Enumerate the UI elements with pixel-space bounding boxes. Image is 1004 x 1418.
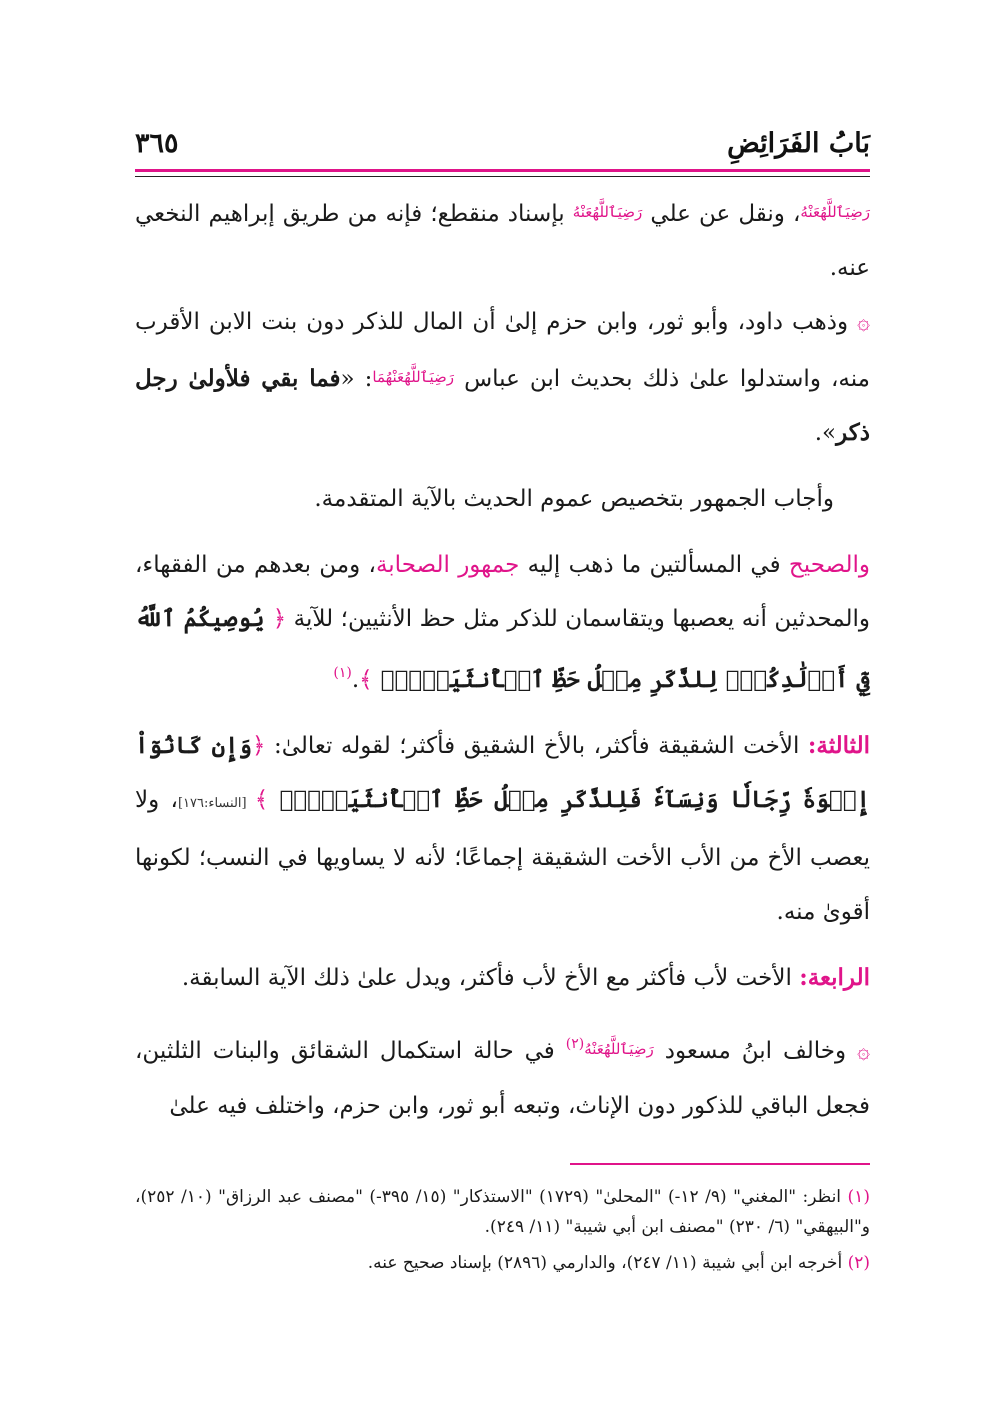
footnote-text: أخرجه ابن أبي شيبة (١١/ ٢٤٧)، والدارمي (٢٨٩٦) بإسناد صحيح عنه. [367, 1253, 848, 1273]
main-text [135, 185, 870, 1145]
paragraph-text: ». [814, 420, 837, 446]
header-rule-accent [135, 169, 870, 172]
quran-verse: يُوصِيكُمُ ٱللَّهُ فِيٓ أَوۡلَٰدِكُمۡۖ لِلذَّكَرِ مِثۡلُ حَظِّ ٱلۡأُنثَيَيۡنِۚ [135, 605, 870, 693]
footnote-reference[interactable]: (٢) [565, 1036, 585, 1052]
footnote-number: (١) [847, 1187, 870, 1207]
footnote-separator [570, 1163, 870, 1165]
case-label: الرابعة: [799, 964, 870, 991]
paragraph-6 [135, 951, 870, 1005]
paragraph-text: بإسناد منقطع؛ فإنه من طريق إبراهيم النخعي عنه. [135, 201, 870, 281]
footnote-reference[interactable]: (١) [333, 665, 352, 681]
paragraph-text: : « [340, 366, 373, 392]
quran-verse: وَإِن كَانُوٓاْ إِخۡوَةٗ رِّجَالٗا وَنِسَآءٗ فَلِلذَّكَرِ مِثۡلُ حَظِّ ٱلۡأُنثَيَيۡنِۗ [135, 732, 870, 813]
footnote-text: انظر: "المغني" (٩/ ١٢-) "المحلىٰ" (١٧٢٩) "الاستذكار" (١٥/ ٣٩٥-) "مصنف عبد الرزاق" (١٠/ ٢٥٢)، و"البيهقي" (٦/ ٢٣٠) "مصنف ابن أبي شيبة" (١١/ ٢٤٩). [135, 1187, 870, 1237]
honorific: رَضِيَٱللَّهُعَنْهُ [584, 1040, 654, 1058]
paragraph-4 [135, 538, 870, 707]
chapter-title: بَابُ الفَرَائِضِ [727, 128, 870, 159]
paragraph-text: وخالف ابنُ مسعود [653, 1038, 858, 1064]
paragraph-5 [135, 719, 870, 939]
paragraph-7 [135, 1017, 870, 1133]
paragraph-text: ، ومن بعدهم من الفقهاء، والمحدثين أنه يعصبها ويتقاسمان للذكر مثل حظ الأنثيين؛ للآية [135, 552, 870, 632]
paragraph-1 [135, 185, 870, 295]
page-header [135, 128, 870, 168]
highlight-label: جمهور الصحابة [375, 552, 520, 578]
verse-bracket-open: ﴿ [272, 606, 287, 632]
case-label: الثالثة: [807, 732, 870, 759]
paragraph-2 [135, 295, 870, 460]
honorific: رَضِيَٱللَّهُعَنْهُ [572, 203, 643, 221]
footnote-item [135, 1248, 870, 1278]
paragraph-text: ، ولا يعصب الأخ من الأب الأخت الشقيقة إجماعًا؛ لأنه لا يساويها في النسب؛ لكونها أقوىٰ منه. [135, 787, 870, 925]
paragraph-text: وأجاب الجمهور بتخصيص عموم الحديث بالآية المتقدمة. [314, 486, 834, 512]
page-number: ٣٦٥ [135, 128, 179, 159]
paragraph-text: الأخت الشقيقة فأكثر، بالأخ الشقيق فأكثر؛ لقوله تعالىٰ: [265, 733, 808, 759]
paragraph-text: في حالة استكمال الشقائق والبنات الثلثين، فجعل الباقي للذكور دون الإناث، وتبعه أبو ثور، وابن حزم، واختلف فيه علىٰ [135, 1038, 870, 1119]
verse-bracket-close: ﴾ [359, 667, 373, 693]
hadith-quote: فما بقي فلأولىٰ رجل ذكر [135, 365, 870, 446]
flower-ornament-icon: ۞ [857, 1039, 870, 1064]
verse-bracket-open: ﴿ [252, 733, 266, 759]
paragraph-text: ، ونقل عن علي [642, 201, 801, 227]
verse-reference: [النساء:١٧٦] [177, 796, 255, 811]
footnotes [135, 1182, 870, 1284]
header-rule-thin [135, 176, 870, 177]
honorific: رَضِيَٱللَّهُعَنْهُ [800, 203, 870, 221]
footnote-number: (٢) [847, 1253, 870, 1273]
footnote-item [135, 1182, 870, 1242]
honorific: رَضِيَٱللَّهُعَنْهُمَا [372, 368, 455, 386]
paragraph-text: وذهب داود، وأبو ثور، وابن حزم إلىٰ أن المال للذكر دون بنت الابن الأقرب منه، واستدلوا علىٰ ذلك بحديث ابن عباس [135, 309, 870, 392]
paragraph-text: في المسألتين ما ذهب إليه [519, 552, 789, 578]
paragraph-text: الأخت لأب فأكثر مع الأخ لأب فأكثر، ويدل علىٰ ذلك الآية السابقة. [181, 965, 800, 991]
highlight-label: والصحيح [788, 552, 870, 578]
paragraph-text: . [351, 667, 360, 693]
verse-bracket-close: ﴾ [254, 787, 280, 813]
flower-ornament-icon: ۞ [857, 310, 870, 335]
paragraph-3 [135, 472, 870, 526]
book-page [135, 0, 870, 1418]
